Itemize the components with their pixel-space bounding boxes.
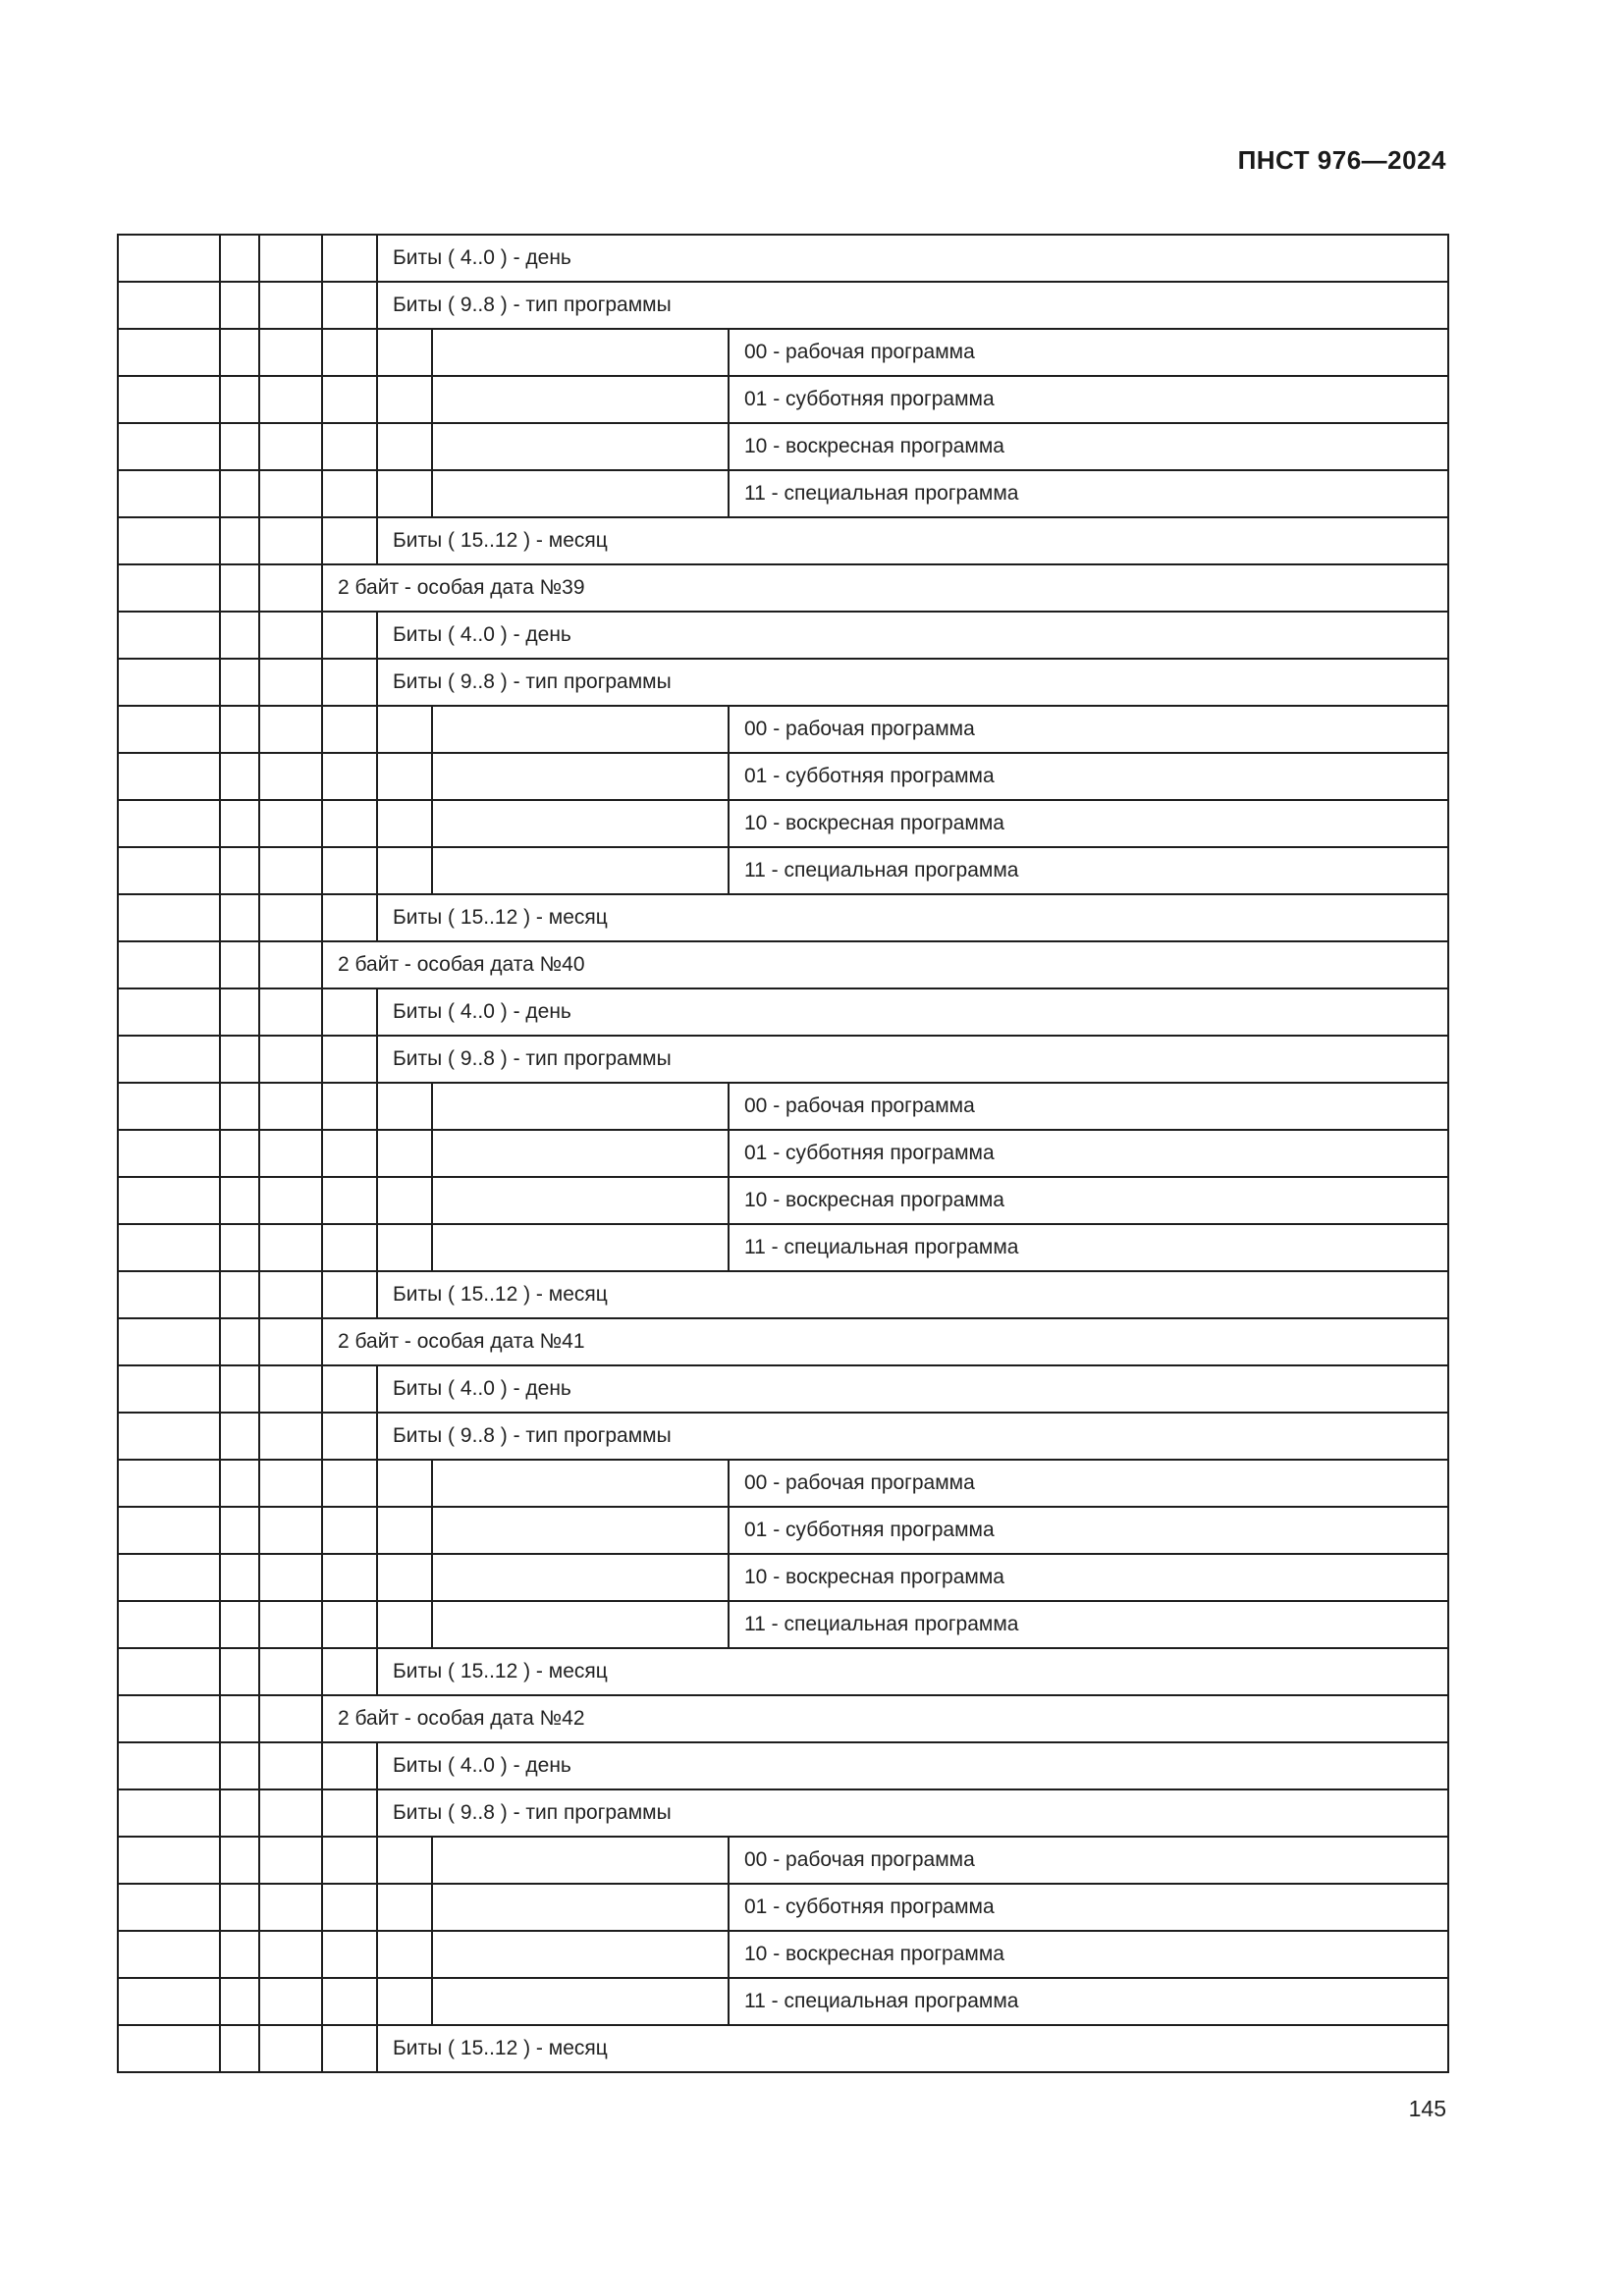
indent-cell xyxy=(220,753,259,800)
indent-cell xyxy=(259,1318,322,1365)
table-row xyxy=(118,564,1448,612)
indent-cell xyxy=(118,1648,220,1695)
indent-cell xyxy=(220,1036,259,1083)
row-text-cell: 10 - воскресная программа xyxy=(729,800,1448,847)
row-text-cell: 00 - рабочая программа xyxy=(729,329,1448,376)
indent-cell xyxy=(220,1083,259,1130)
indent-cell xyxy=(377,1130,432,1177)
row-text-cell: 11 - специальная программа xyxy=(729,1224,1448,1271)
indent-cell xyxy=(432,329,729,376)
table-row xyxy=(118,376,1448,423)
indent-cell xyxy=(220,1460,259,1507)
indent-cell xyxy=(377,1224,432,1271)
row-text-cell: Биты ( 9..8 ) - тип программы xyxy=(377,1413,1448,1460)
indent-cell xyxy=(259,376,322,423)
indent-cell xyxy=(322,2025,377,2072)
indent-cell xyxy=(432,1177,729,1224)
table-row xyxy=(118,659,1448,706)
indent-cell xyxy=(220,1884,259,1931)
table-row xyxy=(118,1365,1448,1413)
row-text-cell: 2 байт - особая дата №42 xyxy=(322,1695,1448,1742)
indent-cell xyxy=(220,659,259,706)
indent-cell xyxy=(118,1177,220,1224)
row-text-cell: 00 - рабочая программа xyxy=(729,1837,1448,1884)
indent-cell xyxy=(118,1036,220,1083)
page-number: 145 xyxy=(1408,2096,1446,2121)
indent-cell xyxy=(377,376,432,423)
indent-cell xyxy=(432,376,729,423)
row-text-cell: 2 байт - особая дата №41 xyxy=(322,1318,1448,1365)
indent-cell xyxy=(259,988,322,1036)
indent-cell xyxy=(259,847,322,894)
indent-cell xyxy=(322,800,377,847)
indent-cell xyxy=(259,517,322,564)
row-text-cell: 10 - воскресная программа xyxy=(729,423,1448,470)
row-text-cell: 10 - воскресная программа xyxy=(729,1554,1448,1601)
indent-cell xyxy=(259,941,322,988)
table-row xyxy=(118,1695,1448,1742)
indent-cell xyxy=(118,612,220,659)
table-row xyxy=(118,941,1448,988)
indent-cell xyxy=(259,1177,322,1224)
indent-cell xyxy=(432,753,729,800)
indent-cell xyxy=(118,941,220,988)
table-row xyxy=(118,1554,1448,1601)
indent-cell xyxy=(322,376,377,423)
indent-cell xyxy=(432,800,729,847)
table-row xyxy=(118,329,1448,376)
row-text-cell: Биты ( 15..12 ) - месяц xyxy=(377,517,1448,564)
indent-cell xyxy=(377,470,432,517)
indent-cell xyxy=(118,564,220,612)
indent-cell xyxy=(118,1884,220,1931)
indent-cell xyxy=(377,1554,432,1601)
indent-cell xyxy=(118,1837,220,1884)
indent-cell xyxy=(259,1931,322,1978)
indent-cell xyxy=(259,894,322,941)
table-row xyxy=(118,1837,1448,1884)
row-text-cell: 01 - субботняя программа xyxy=(729,1130,1448,1177)
indent-cell xyxy=(322,1554,377,1601)
table-row xyxy=(118,1224,1448,1271)
indent-cell xyxy=(259,1083,322,1130)
indent-cell xyxy=(259,423,322,470)
indent-cell xyxy=(220,800,259,847)
indent-cell xyxy=(220,1365,259,1413)
indent-cell xyxy=(220,1601,259,1648)
indent-cell xyxy=(220,1742,259,1789)
indent-cell xyxy=(259,1224,322,1271)
row-text-cell: 01 - субботняя программа xyxy=(729,376,1448,423)
indent-cell xyxy=(259,329,322,376)
indent-cell xyxy=(220,1837,259,1884)
table-row xyxy=(118,1318,1448,1365)
table-row xyxy=(118,1648,1448,1695)
indent-cell xyxy=(322,612,377,659)
indent-cell xyxy=(322,706,377,753)
table-row xyxy=(118,612,1448,659)
table-row xyxy=(118,1271,1448,1318)
indent-cell xyxy=(322,1083,377,1130)
indent-cell xyxy=(259,753,322,800)
row-text-cell: 2 байт - особая дата №39 xyxy=(322,564,1448,612)
row-text-cell: Биты ( 4..0 ) - день xyxy=(377,988,1448,1036)
indent-cell xyxy=(322,1224,377,1271)
indent-cell xyxy=(220,706,259,753)
indent-cell xyxy=(432,470,729,517)
indent-cell xyxy=(118,2025,220,2072)
indent-cell xyxy=(377,329,432,376)
indent-cell xyxy=(432,1837,729,1884)
indent-cell xyxy=(322,517,377,564)
indent-cell xyxy=(118,847,220,894)
indent-cell xyxy=(322,329,377,376)
indent-cell xyxy=(377,847,432,894)
row-text-cell: Биты ( 9..8 ) - тип программы xyxy=(377,1789,1448,1837)
indent-cell xyxy=(259,1648,322,1695)
indent-cell xyxy=(118,1365,220,1413)
table-row xyxy=(118,988,1448,1036)
table-row xyxy=(118,1884,1448,1931)
table-row xyxy=(118,470,1448,517)
indent-cell xyxy=(118,800,220,847)
indent-cell xyxy=(377,1601,432,1648)
indent-cell xyxy=(118,423,220,470)
indent-cell xyxy=(322,1365,377,1413)
indent-cell xyxy=(377,1978,432,2025)
indent-cell xyxy=(432,706,729,753)
indent-cell xyxy=(259,1365,322,1413)
row-text-cell: Биты ( 9..8 ) - тип программы xyxy=(377,659,1448,706)
indent-cell xyxy=(322,1177,377,1224)
row-text-cell: 00 - рабочая программа xyxy=(729,706,1448,753)
row-text-cell: Биты ( 15..12 ) - месяц xyxy=(377,894,1448,941)
indent-cell xyxy=(118,1507,220,1554)
indent-cell xyxy=(259,564,322,612)
indent-cell xyxy=(220,1931,259,1978)
row-text-cell: 11 - специальная программа xyxy=(729,1601,1448,1648)
indent-cell xyxy=(220,329,259,376)
indent-cell xyxy=(377,1177,432,1224)
row-text-cell: 11 - специальная программа xyxy=(729,470,1448,517)
indent-cell xyxy=(259,1460,322,1507)
indent-cell xyxy=(118,1224,220,1271)
table-row xyxy=(118,1036,1448,1083)
indent-cell xyxy=(322,1931,377,1978)
table-row xyxy=(118,847,1448,894)
indent-cell xyxy=(118,1413,220,1460)
indent-cell xyxy=(377,1083,432,1130)
indent-cell xyxy=(259,470,322,517)
indent-cell xyxy=(322,894,377,941)
indent-cell xyxy=(432,1224,729,1271)
indent-cell xyxy=(259,800,322,847)
indent-cell xyxy=(259,1884,322,1931)
row-text-cell: Биты ( 9..8 ) - тип программы xyxy=(377,282,1448,329)
indent-cell xyxy=(220,423,259,470)
indent-cell xyxy=(118,894,220,941)
indent-cell xyxy=(220,1507,259,1554)
table-row xyxy=(118,235,1448,282)
row-text-cell: 10 - воскресная программа xyxy=(729,1177,1448,1224)
indent-cell xyxy=(377,1931,432,1978)
row-text-cell: 00 - рабочая программа xyxy=(729,1083,1448,1130)
indent-cell xyxy=(220,1695,259,1742)
row-text-cell: Биты ( 15..12 ) - месяц xyxy=(377,1271,1448,1318)
indent-cell xyxy=(220,1271,259,1318)
row-text-cell: Биты ( 4..0 ) - день xyxy=(377,235,1448,282)
row-text-cell: 01 - субботняя программа xyxy=(729,1507,1448,1554)
indent-cell xyxy=(432,1931,729,1978)
indent-cell xyxy=(118,1601,220,1648)
indent-cell xyxy=(118,1978,220,2025)
indent-cell xyxy=(322,1742,377,1789)
table-row xyxy=(118,1413,1448,1460)
indent-cell xyxy=(377,1884,432,1931)
table-row xyxy=(118,1177,1448,1224)
indent-cell xyxy=(118,470,220,517)
indent-cell xyxy=(377,706,432,753)
table-row xyxy=(118,282,1448,329)
indent-cell xyxy=(118,517,220,564)
indent-cell xyxy=(259,1789,322,1837)
table-row xyxy=(118,753,1448,800)
indent-cell xyxy=(220,1130,259,1177)
indent-cell xyxy=(118,1460,220,1507)
row-text-cell: Биты ( 4..0 ) - день xyxy=(377,1742,1448,1789)
indent-cell xyxy=(322,847,377,894)
indent-cell xyxy=(322,1837,377,1884)
table-row xyxy=(118,1507,1448,1554)
indent-cell xyxy=(118,329,220,376)
indent-cell xyxy=(220,1177,259,1224)
table-row xyxy=(118,1742,1448,1789)
indent-cell xyxy=(118,706,220,753)
indent-cell xyxy=(432,847,729,894)
document-header: ПНСТ 976—2024 xyxy=(1237,145,1446,175)
indent-cell xyxy=(118,376,220,423)
indent-cell xyxy=(220,1978,259,2025)
table-row xyxy=(118,1978,1448,2025)
indent-cell xyxy=(118,235,220,282)
indent-cell xyxy=(259,1742,322,1789)
indent-cell xyxy=(259,1601,322,1648)
indent-cell xyxy=(322,423,377,470)
indent-cell xyxy=(220,2025,259,2072)
indent-cell xyxy=(220,1554,259,1601)
table-row xyxy=(118,1601,1448,1648)
indent-cell xyxy=(118,988,220,1036)
indent-cell xyxy=(118,282,220,329)
indent-cell xyxy=(432,1554,729,1601)
table-row xyxy=(118,1460,1448,1507)
indent-cell xyxy=(259,1036,322,1083)
indent-cell xyxy=(118,1130,220,1177)
indent-cell xyxy=(322,753,377,800)
indent-cell xyxy=(259,1695,322,1742)
indent-cell xyxy=(259,1130,322,1177)
indent-cell xyxy=(322,1460,377,1507)
indent-cell xyxy=(377,1837,432,1884)
indent-cell xyxy=(259,1507,322,1554)
indent-cell xyxy=(118,753,220,800)
row-text-cell: Биты ( 4..0 ) - день xyxy=(377,1365,1448,1413)
table-row xyxy=(118,800,1448,847)
indent-cell xyxy=(220,564,259,612)
indent-cell xyxy=(118,1083,220,1130)
indent-cell xyxy=(322,1036,377,1083)
indent-cell xyxy=(322,1271,377,1318)
indent-cell xyxy=(118,1318,220,1365)
indent-cell xyxy=(377,800,432,847)
indent-cell xyxy=(118,1789,220,1837)
indent-cell xyxy=(220,1648,259,1695)
indent-cell xyxy=(220,1413,259,1460)
indent-cell xyxy=(220,894,259,941)
indent-cell xyxy=(432,1507,729,1554)
bit-field-table xyxy=(117,234,1449,2073)
indent-cell xyxy=(259,235,322,282)
table-row xyxy=(118,517,1448,564)
table-row xyxy=(118,1931,1448,1978)
table-row xyxy=(118,1130,1448,1177)
indent-cell xyxy=(432,1601,729,1648)
row-text-cell: 11 - специальная программа xyxy=(729,847,1448,894)
indent-cell xyxy=(118,1931,220,1978)
indent-cell xyxy=(432,423,729,470)
indent-cell xyxy=(377,1507,432,1554)
indent-cell xyxy=(220,1318,259,1365)
indent-cell xyxy=(322,988,377,1036)
table-row xyxy=(118,2025,1448,2072)
indent-cell xyxy=(118,1742,220,1789)
indent-cell xyxy=(432,1130,729,1177)
row-text-cell: 11 - специальная программа xyxy=(729,1978,1448,2025)
table-row xyxy=(118,1083,1448,1130)
indent-cell xyxy=(220,376,259,423)
indent-cell xyxy=(377,1460,432,1507)
indent-cell xyxy=(377,753,432,800)
indent-cell xyxy=(259,1978,322,2025)
indent-cell xyxy=(220,282,259,329)
indent-cell xyxy=(322,1648,377,1695)
indent-cell xyxy=(432,1460,729,1507)
table-body xyxy=(118,235,1448,2072)
indent-cell xyxy=(322,659,377,706)
row-text-cell: 00 - рабочая программа xyxy=(729,1460,1448,1507)
indent-cell xyxy=(322,1507,377,1554)
indent-cell xyxy=(322,1130,377,1177)
indent-cell xyxy=(322,1884,377,1931)
indent-cell xyxy=(259,612,322,659)
indent-cell xyxy=(259,282,322,329)
indent-cell xyxy=(220,1789,259,1837)
table-row xyxy=(118,894,1448,941)
indent-cell xyxy=(432,1083,729,1130)
indent-cell xyxy=(322,282,377,329)
indent-cell xyxy=(220,988,259,1036)
indent-cell xyxy=(322,1789,377,1837)
row-text-cell: Биты ( 4..0 ) - день xyxy=(377,612,1448,659)
indent-cell xyxy=(322,1601,377,1648)
indent-cell xyxy=(220,1224,259,1271)
indent-cell xyxy=(118,1554,220,1601)
row-text-cell: 01 - субботняя программа xyxy=(729,753,1448,800)
indent-cell xyxy=(259,1271,322,1318)
indent-cell xyxy=(322,1978,377,2025)
indent-cell xyxy=(220,470,259,517)
indent-cell xyxy=(259,659,322,706)
row-text-cell: 2 байт - особая дата №40 xyxy=(322,941,1448,988)
table-row xyxy=(118,423,1448,470)
indent-cell xyxy=(259,706,322,753)
indent-cell xyxy=(432,1884,729,1931)
table-row xyxy=(118,706,1448,753)
indent-cell xyxy=(259,1837,322,1884)
indent-cell xyxy=(259,1554,322,1601)
indent-cell xyxy=(322,235,377,282)
indent-cell xyxy=(220,612,259,659)
indent-cell xyxy=(220,941,259,988)
row-text-cell: Биты ( 15..12 ) - месяц xyxy=(377,2025,1448,2072)
indent-cell xyxy=(259,2025,322,2072)
table-row xyxy=(118,1789,1448,1837)
indent-cell xyxy=(432,1978,729,2025)
indent-cell xyxy=(220,235,259,282)
row-text-cell: 10 - воскресная программа xyxy=(729,1931,1448,1978)
indent-cell xyxy=(322,470,377,517)
row-text-cell: 01 - субботняя программа xyxy=(729,1884,1448,1931)
row-text-cell: Биты ( 9..8 ) - тип программы xyxy=(377,1036,1448,1083)
indent-cell xyxy=(220,517,259,564)
row-text-cell: Биты ( 15..12 ) - месяц xyxy=(377,1648,1448,1695)
indent-cell xyxy=(118,659,220,706)
indent-cell xyxy=(118,1695,220,1742)
indent-cell xyxy=(118,1271,220,1318)
indent-cell xyxy=(322,1413,377,1460)
indent-cell xyxy=(220,847,259,894)
indent-cell xyxy=(259,1413,322,1460)
indent-cell xyxy=(377,423,432,470)
